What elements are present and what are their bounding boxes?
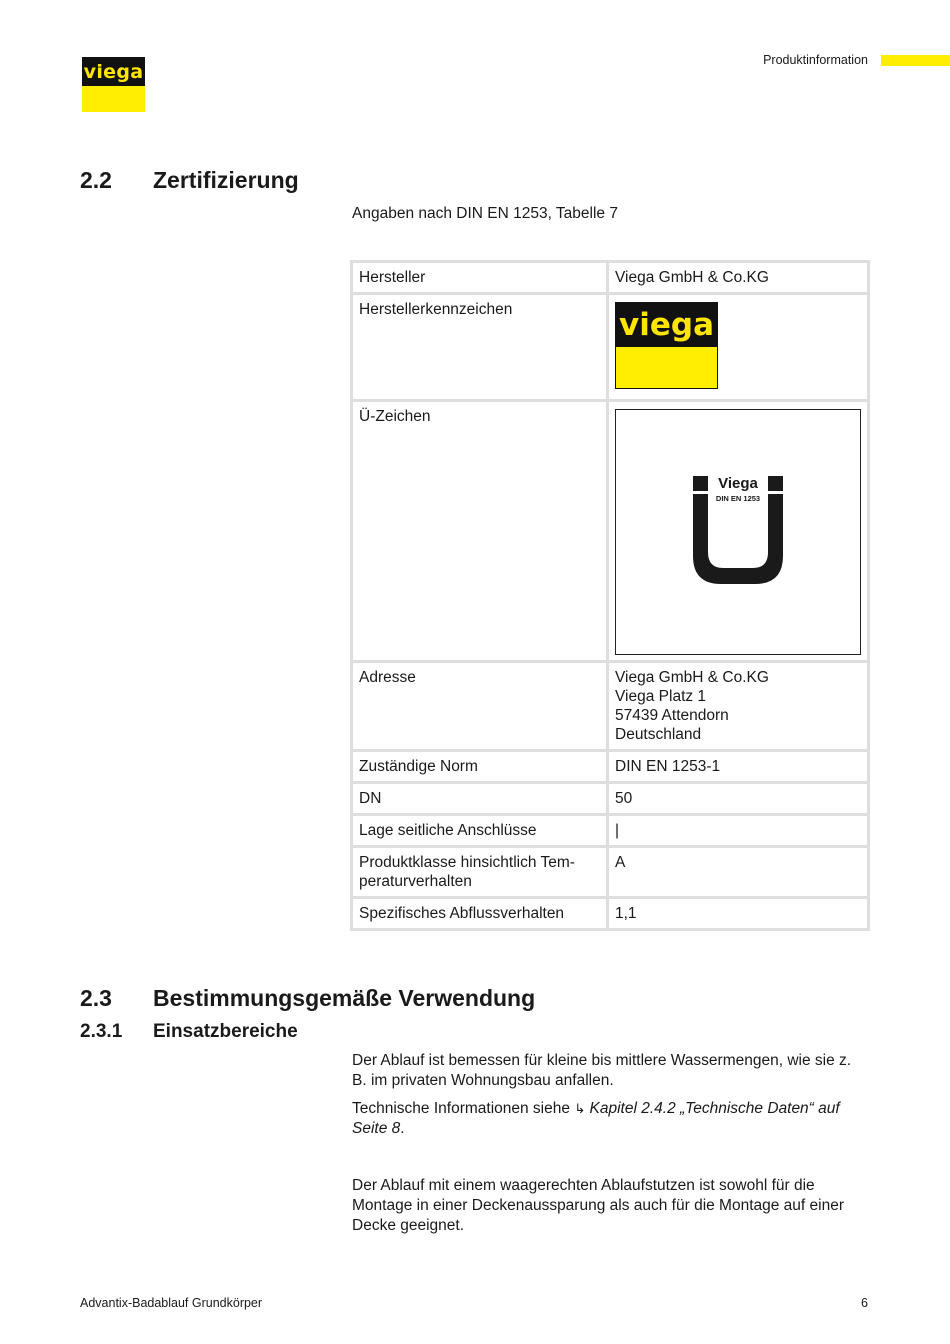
section-intro: Angaben nach DIN EN 1253, Tabelle 7 — [352, 205, 618, 222]
row-value: | — [609, 816, 867, 845]
u-mark-title: Viega — [718, 476, 758, 492]
row-value: 50 — [609, 784, 867, 813]
row-value-address: Viega GmbH & Co.KG Viega Platz 1 57439 Attendorn Deutschland — [609, 663, 867, 749]
row-label: DN — [353, 784, 606, 813]
section-title: Bestimmungsgemäße Verwendung — [153, 985, 536, 1011]
row-value: Viega GmbH & Co.KG — [609, 263, 867, 292]
row-value: A — [609, 848, 867, 896]
paragraph-reference: Technische Informationen siehe ↳ Kapitel 2.4.2 „Technische Daten“ auf Seite 8. — [352, 1100, 840, 1137]
manufacturer-logo-text: viega — [619, 306, 714, 343]
section-title: Zertifizierung — [153, 167, 299, 193]
table-row — [353, 899, 867, 928]
logo-text: viega — [83, 60, 144, 83]
table-row — [353, 784, 867, 813]
certification-table — [350, 260, 870, 931]
paragraph: Der Ablauf ist bemessen für kleine bis mittlere Wassermengen, wie sie z. B. im privaten Wohnungsbau anfallen. — [352, 1052, 852, 1089]
row-label: Produktklasse hinsichtlich Tem- peraturverhalten — [353, 848, 606, 896]
table-row — [353, 663, 867, 749]
manufacturer-logo — [615, 302, 718, 389]
viega-logo — [82, 57, 145, 112]
chapter-link[interactable]: Kapitel 2.4.2 „Technische Daten“ auf Seite 8 — [352, 1100, 840, 1137]
paragraph: Der Ablauf mit einem waagerechten Ablaufstutzen ist sowohl für die Montage in einer Deckenaussparung als auch für die Montage auf einer Decke geeignet. — [352, 1177, 845, 1234]
header-yellow-bar — [881, 55, 950, 66]
row-label: Spezifisches Abflussverhalten — [353, 899, 606, 928]
row-label: Adresse — [353, 663, 606, 749]
row-label: Ü-Zeichen — [353, 402, 606, 660]
u-mark-image — [615, 409, 861, 655]
page-number: 6 — [861, 1296, 868, 1310]
footer-doc-title: Advantix-Badablauf Grundkörper — [80, 1296, 263, 1310]
arrow-icon: ↳ — [574, 1101, 586, 1116]
table-row — [353, 263, 867, 292]
table-row — [353, 402, 867, 660]
row-label: Lage seitliche Anschlüsse — [353, 816, 606, 845]
section-number: 2.2 — [80, 167, 112, 193]
row-value: 1,1 — [609, 899, 867, 928]
u-mark-icon — [693, 476, 783, 588]
table-row — [353, 848, 867, 896]
subsection-title: Einsatzbereiche — [153, 1021, 298, 1042]
u-mark-subtitle: DIN EN 1253 — [715, 494, 761, 503]
row-label: Zuständige Norm — [353, 752, 606, 781]
subsection-number: 2.3.1 — [80, 1021, 123, 1042]
row-label: Herstellerkennzeichen — [353, 295, 606, 399]
section-number: 2.3 — [80, 985, 112, 1011]
table-row — [353, 752, 867, 781]
header-section-label: Produktinformation — [763, 53, 868, 67]
table-row — [353, 816, 867, 845]
row-label: Hersteller — [353, 263, 606, 292]
row-value: DIN EN 1253-1 — [609, 752, 867, 781]
table-row — [353, 295, 867, 399]
